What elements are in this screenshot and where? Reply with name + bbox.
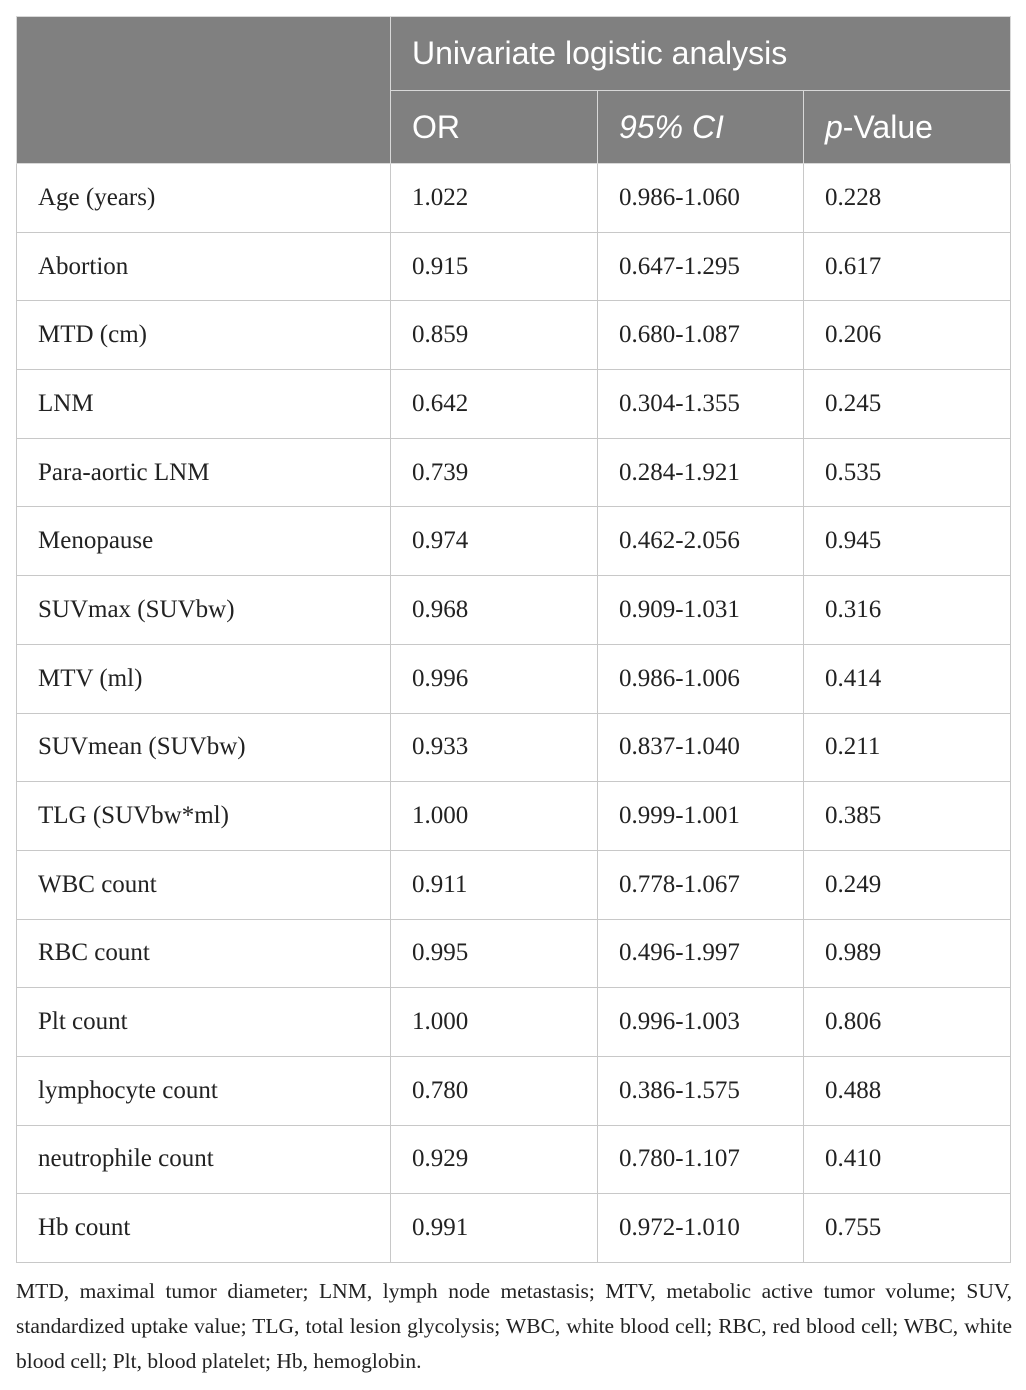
table-row xyxy=(17,782,1011,851)
row-label: MTD (cm) xyxy=(17,301,391,370)
ci-cell: 0.909-1.031 xyxy=(598,576,804,645)
ci-cell: 0.647-1.295 xyxy=(598,232,804,301)
p-value-cell: 0.211 xyxy=(804,713,1011,782)
row-label: Para-aortic LNM xyxy=(17,438,391,507)
table-row xyxy=(17,919,1011,988)
or-cell: 0.974 xyxy=(391,507,598,576)
ci-cell: 0.837-1.040 xyxy=(598,713,804,782)
or-cell: 0.780 xyxy=(391,1056,598,1125)
p-value-cell: 0.806 xyxy=(804,988,1011,1057)
or-cell: 0.995 xyxy=(391,919,598,988)
or-cell: 0.739 xyxy=(391,438,598,507)
row-label: MTV (ml) xyxy=(17,644,391,713)
p-value-cell: 0.385 xyxy=(804,782,1011,851)
table-row xyxy=(17,1194,1011,1263)
ci-cell: 0.986-1.006 xyxy=(598,644,804,713)
ci-header: 95% CI xyxy=(598,91,804,164)
table-row xyxy=(17,232,1011,301)
p-value-cell: 0.316 xyxy=(804,576,1011,645)
p-value-cell: 0.755 xyxy=(804,1194,1011,1263)
p-value-cell: 0.410 xyxy=(804,1125,1011,1194)
or-cell: 1.000 xyxy=(391,988,598,1057)
p-value-cell: 0.989 xyxy=(804,919,1011,988)
ci-cell: 0.304-1.355 xyxy=(598,370,804,439)
univariate-logistic-table xyxy=(16,16,1011,1263)
ci-cell: 0.680-1.087 xyxy=(598,301,804,370)
ci-cell: 0.778-1.067 xyxy=(598,850,804,919)
results-table-container xyxy=(16,16,1010,1263)
p-value-cell: 0.414 xyxy=(804,644,1011,713)
ci-cell: 0.999-1.001 xyxy=(598,782,804,851)
p-value-cell: 0.206 xyxy=(804,301,1011,370)
row-label: RBC count xyxy=(17,919,391,988)
or-cell: 0.642 xyxy=(391,370,598,439)
p-value-cell: 0.488 xyxy=(804,1056,1011,1125)
table-row xyxy=(17,1125,1011,1194)
p-value-cell: 0.228 xyxy=(804,164,1011,233)
row-label: WBC count xyxy=(17,850,391,919)
row-label: Hb count xyxy=(17,1194,391,1263)
ci-cell: 0.986-1.060 xyxy=(598,164,804,233)
p-value-header: p-Value xyxy=(804,91,1011,164)
or-cell: 0.991 xyxy=(391,1194,598,1263)
ci-cell: 0.496-1.997 xyxy=(598,919,804,988)
row-label: Abortion xyxy=(17,232,391,301)
or-cell: 0.933 xyxy=(391,713,598,782)
row-label: SUVmax (SUVbw) xyxy=(17,576,391,645)
empty-header-cell xyxy=(17,17,391,164)
p-value-cell: 0.945 xyxy=(804,507,1011,576)
table-row xyxy=(17,301,1011,370)
row-label: Age (years) xyxy=(17,164,391,233)
table-row xyxy=(17,988,1011,1057)
ci-cell: 0.972-1.010 xyxy=(598,1194,804,1263)
or-cell: 1.022 xyxy=(391,164,598,233)
or-cell: 0.915 xyxy=(391,232,598,301)
row-label: Menopause xyxy=(17,507,391,576)
or-cell: 0.968 xyxy=(391,576,598,645)
table-row xyxy=(17,576,1011,645)
ci-cell: 0.462-2.056 xyxy=(598,507,804,576)
or-cell: 0.859 xyxy=(391,301,598,370)
table-body xyxy=(17,164,1011,1263)
ci-cell: 0.386-1.575 xyxy=(598,1056,804,1125)
row-label: neutrophile count xyxy=(17,1125,391,1194)
row-label: LNM xyxy=(17,370,391,439)
row-label: Plt count xyxy=(17,988,391,1057)
p-value-cell: 0.249 xyxy=(804,850,1011,919)
table-row xyxy=(17,850,1011,919)
table-row xyxy=(17,1056,1011,1125)
row-label: TLG (SUVbw*ml) xyxy=(17,782,391,851)
or-header: OR xyxy=(391,91,598,164)
row-label: SUVmean (SUVbw) xyxy=(17,713,391,782)
p-value-cell: 0.535 xyxy=(804,438,1011,507)
or-cell: 0.911 xyxy=(391,850,598,919)
or-cell: 0.996 xyxy=(391,644,598,713)
table-row xyxy=(17,370,1011,439)
or-cell: 1.000 xyxy=(391,782,598,851)
table-row xyxy=(17,713,1011,782)
table-row xyxy=(17,644,1011,713)
table-footnote: MTD, maximal tumor diameter; LNM, lymph node metastasis; MTV, metabolic active tumor volume; SUV, standardized uptake value; TLG, total lesion glycolysis; WBC, white blood cell; RBC, red blood cell; WBC, white blood cell; Plt, blood platelet; Hb, hemoglobin. xyxy=(16,1279,1012,1373)
ci-cell: 0.780-1.107 xyxy=(598,1125,804,1194)
row-label: lymphocyte count xyxy=(17,1056,391,1125)
ci-cell: 0.996-1.003 xyxy=(598,988,804,1057)
table-row xyxy=(17,438,1011,507)
table-row xyxy=(17,507,1011,576)
table-row xyxy=(17,164,1011,233)
p-value-cell: 0.617 xyxy=(804,232,1011,301)
group-header: Univariate logistic analysis xyxy=(391,17,1011,91)
or-cell: 0.929 xyxy=(391,1125,598,1194)
ci-cell: 0.284-1.921 xyxy=(598,438,804,507)
p-value-cell: 0.245 xyxy=(804,370,1011,439)
